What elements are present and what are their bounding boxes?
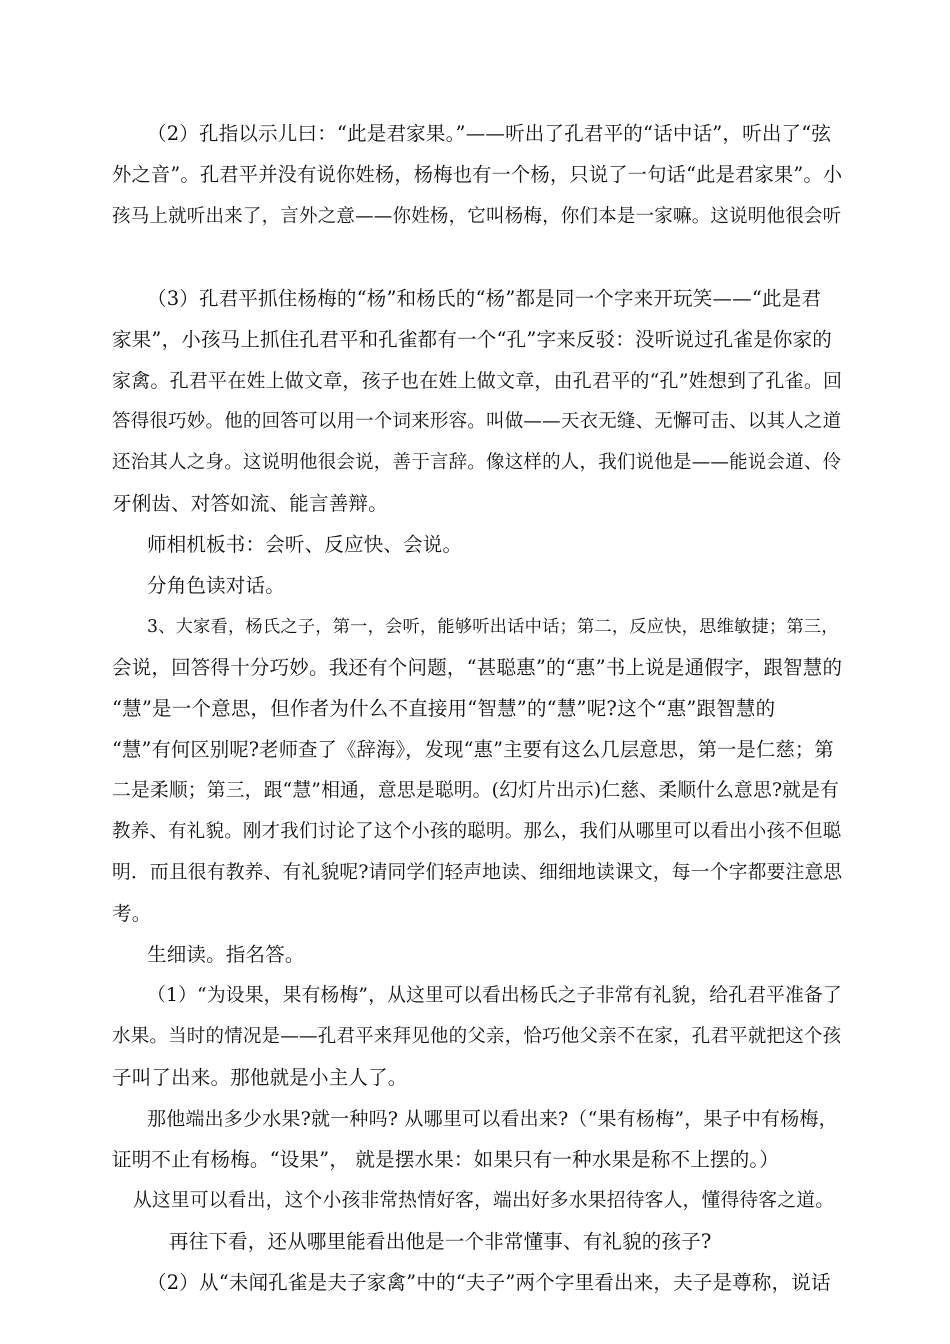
paragraph-line: 子叫了出来。那他就是小主人了。 bbox=[112, 1066, 408, 1089]
paragraph-line: 证明不止有杨梅。“设果”， 就是摆水果：如果只有一种水果是称不上摆的。） bbox=[112, 1148, 780, 1171]
paragraph-line: 外之音”。孔君平并没有说你姓杨，杨梅也有一个杨，只说了一句话“此是君家果”。小 bbox=[112, 163, 843, 186]
paragraph-line: 3、大家看，杨氏之子，第一，会听，能够听出话中话；第二，反应快，思维敏捷；第三， bbox=[147, 617, 839, 637]
paragraph-line: 考。 bbox=[112, 902, 152, 925]
paragraph-line: 水果。当时的情况是——孔君平来拜见他的父亲，恰巧他父亲不在家，孔君平就把这个孩 bbox=[112, 1026, 842, 1047]
paragraph-line: 教养、有礼貌。刚才我们讨论了这个小孩的聪明。那么，我们从哪里可以看出小孩不但聪 bbox=[112, 821, 842, 842]
paragraph-line: 再往下看，还从哪里能看出他是一个非常懂事、有礼貌的孩子? bbox=[169, 1230, 712, 1253]
paragraph-line: （1）“为设果，果有杨梅”，从这里可以看出杨氏之子非常有礼貌，给孔君平准备了 bbox=[147, 985, 842, 1006]
paragraph-line: 那他端出多少水果?就一种吗? 从哪里可以看出来?（“果有杨梅”，果子中有杨梅， bbox=[147, 1108, 838, 1130]
paragraph-line: 分角色读对话。 bbox=[147, 574, 285, 597]
paragraph-line: 家果”，小孩马上抓住孔君平和孔雀都有一个“孔”字来反驳：没听说过孔雀是你家的 bbox=[112, 328, 833, 351]
paragraph-line: 师相机板书：会听、反应快、会说。 bbox=[147, 533, 463, 556]
paragraph-line: “慧”是一个意思，但作者为什么不直接用“智慧”的“慧”呢?这个“惠”跟智慧的 bbox=[112, 697, 776, 720]
paragraph-line: 孩马上就听出来了，言外之意——你姓杨，它叫杨梅，你们本是一家嘛。这说明他很会听 bbox=[112, 206, 842, 227]
paragraph-line: 家禽。孔君平在姓上做文章，孩子也在姓上做文章，由孔君平的“孔”姓想到了孔雀。回 bbox=[112, 370, 843, 392]
paragraph-line: 会说，回答得十分巧妙。我还有个问题，“甚聪惠”的“惠”书上说是通假字，跟智慧的 bbox=[112, 656, 843, 679]
paragraph-line: （2）从“未闻孔雀是夫子家禽”中的“夫子”两个字里看出来，夫子是尊称，说话 bbox=[147, 1271, 831, 1294]
paragraph-line: 明．而且很有教养、有礼貌呢?请同学们轻声地读、细细地读课文，每一个字都要注意思 bbox=[112, 862, 843, 883]
paragraph-line: 从这里可以看出，这个小孩非常热情好客，端出好多水果招待客人，懂得待客之道。 bbox=[133, 1190, 835, 1211]
paragraph-line: （2）孔指以示儿曰：“此是君家果。”——听出了孔君平的“话中话”，听出了“弦 bbox=[147, 122, 832, 145]
paragraph-line: 牙俐齿、对答如流、能言善辩。 bbox=[112, 492, 388, 515]
paragraph-line: “慧”有何区别呢?老师查了《辞海》，发现“惠”主要有这么几层意思，第一是仁慈；第 bbox=[112, 738, 834, 761]
paragraph-line: （3）孔君平抓住杨梅的“杨”和杨氏的“杨”都是同一个字来开玩笑——“此是君 bbox=[147, 287, 822, 310]
paragraph-line: 二是柔顺；第三，跟“慧”相通，意思是聪明。(幻灯片出示)仁慈、柔顺什么意思?就是有 bbox=[112, 780, 840, 801]
paragraph-line: 生细读。指名答。 bbox=[147, 943, 305, 966]
paragraph-line: 还治其人之身。这说明他很会说，善于言辞。像这样的人，我们说他是——能说会道、伶 bbox=[112, 452, 842, 473]
paragraph-line: 答得很巧妙。他的回答可以用一个词来形容。叫做——天衣无缝、无懈可击、以其人之道 bbox=[112, 411, 842, 432]
